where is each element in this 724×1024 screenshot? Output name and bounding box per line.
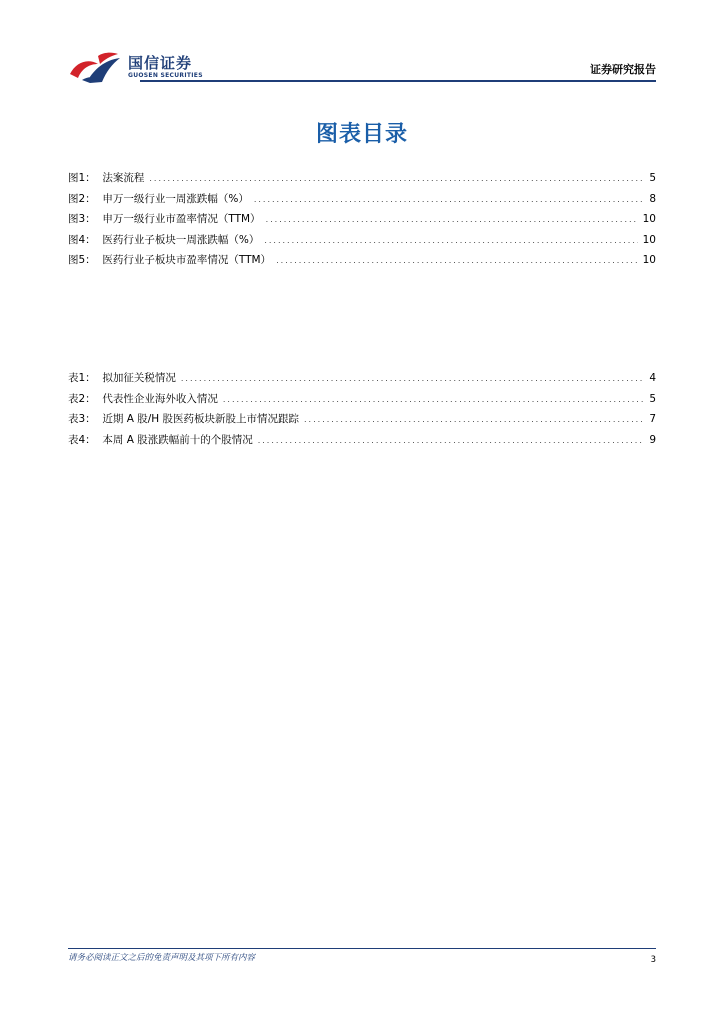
toc-entry-page: 5 bbox=[649, 392, 656, 405]
toc-entry-page: 7 bbox=[649, 413, 656, 425]
footer-divider bbox=[68, 948, 656, 949]
report-type-label: 证券研究报告 bbox=[590, 63, 656, 76]
footer-disclaimer: 请务必阅读正文之后的免责声明及其项下所有内容 bbox=[68, 953, 256, 963]
toc-entry-page: 9 bbox=[649, 433, 656, 446]
toc-leader-dots bbox=[181, 374, 643, 383]
guosen-logo-icon bbox=[68, 50, 124, 84]
logo-english-name: GUOSEN SECURITIES bbox=[128, 72, 203, 79]
toc-entry-figure-4[interactable] bbox=[68, 232, 656, 253]
toc-entry-page: 10 bbox=[642, 233, 656, 246]
toc-entry-page: 10 bbox=[642, 213, 656, 225]
logo-chinese-name: 国信证券 bbox=[128, 54, 193, 72]
toc-entry-table-3[interactable] bbox=[68, 411, 656, 432]
toc-entry-table-4[interactable] bbox=[68, 432, 656, 453]
toc-leader-dots bbox=[258, 436, 643, 445]
toc-leader-dots bbox=[266, 215, 638, 224]
toc-leader-dots bbox=[254, 195, 643, 204]
header-divider bbox=[140, 80, 656, 82]
toc-entry-figure-5[interactable] bbox=[68, 252, 656, 273]
toc-entry-figure-2[interactable] bbox=[68, 191, 656, 212]
toc-entry-label: 表1： 拟加征关税情况 bbox=[68, 372, 176, 384]
toc-leader-dots bbox=[223, 395, 643, 404]
toc-entry-label: 图2： 申万一级行业一周涨跌幅（%） bbox=[68, 192, 249, 205]
toc-entry-page: 5 bbox=[649, 172, 656, 184]
toc-entry-page: 4 bbox=[649, 372, 656, 384]
figure-list bbox=[68, 170, 656, 273]
toc-entry-label: 表2： 代表性企业海外收入情况 bbox=[68, 392, 218, 405]
page-number: 3 bbox=[650, 955, 656, 965]
toc-entry-label: 表3： 近期 A 股/H 股医药板块新股上市情况跟踪 bbox=[68, 413, 299, 425]
toc-entry-table-2[interactable] bbox=[68, 391, 656, 412]
toc-leader-dots bbox=[264, 236, 637, 245]
toc-leader-dots bbox=[304, 415, 643, 424]
toc-entry-label: 图1： 法案流程 bbox=[68, 172, 145, 184]
toc-entry-label: 表4： 本周 A 股涨跌幅前十的个股情况 bbox=[68, 433, 253, 446]
page-title: 图表目录 bbox=[315, 122, 408, 147]
toc-leader-dots bbox=[276, 256, 638, 265]
toc-leader-dots bbox=[149, 174, 643, 183]
toc-entry-page: 10 bbox=[642, 254, 656, 266]
toc-entry-label: 图4： 医药行业子板块一周涨跌幅（%） bbox=[68, 233, 260, 246]
toc-entry-figure-1[interactable] bbox=[68, 170, 656, 191]
table-list bbox=[68, 370, 656, 452]
toc-entry-label: 图3： 申万一级行业市盈率情况（TTM） bbox=[68, 213, 261, 225]
toc-entry-table-1[interactable] bbox=[68, 370, 656, 391]
toc-entry-page: 8 bbox=[649, 192, 656, 205]
toc-entry-figure-3[interactable] bbox=[68, 211, 656, 232]
toc-entry-label: 图5： 医药行业子板块市盈率情况（TTM） bbox=[68, 254, 272, 266]
